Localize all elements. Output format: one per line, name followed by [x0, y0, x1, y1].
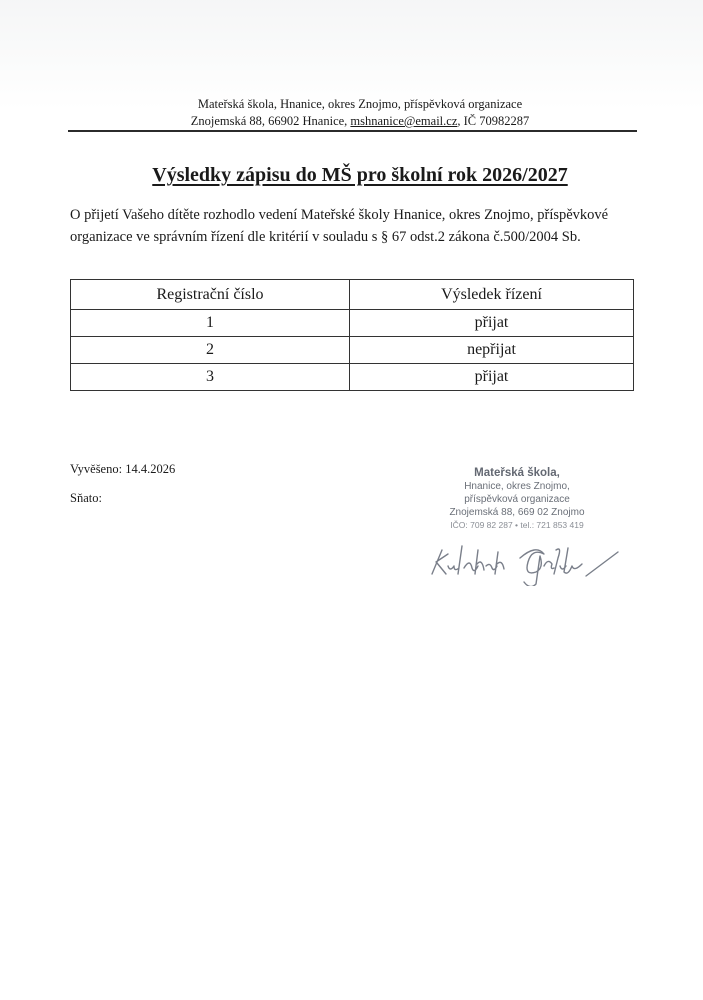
- cell-result: přijat: [350, 364, 634, 391]
- cell-result: nepřijat: [350, 337, 634, 364]
- official-stamp: [424, 467, 610, 532]
- letterhead: [60, 96, 660, 130]
- letterhead-ico: , IČ 70982287: [457, 114, 530, 128]
- table-row: [71, 310, 634, 337]
- posted-date: Vyvěšeno: 14.4.2026: [70, 462, 176, 476]
- column-header-result: Výsledek řízení: [350, 280, 634, 310]
- letterhead-org-name: Mateřská škola, Hnanice, okres Znojmo, příspěvková organizace: [197, 97, 523, 111]
- column-header-registration-number: Registrační číslo: [71, 280, 350, 310]
- cell-registration-number: 3: [71, 364, 350, 391]
- cell-result: přijat: [350, 310, 634, 337]
- letterhead-divider: [68, 130, 637, 132]
- removed-date: Sňato:: [70, 491, 102, 505]
- scan-bleed-through: [0, 0, 703, 110]
- table-row: [71, 337, 634, 364]
- letterhead-address: Znojemská 88, 66902 Hnanice,: [190, 114, 348, 128]
- stamp-line: Hnanice, okres Znojmo,: [464, 481, 570, 492]
- cell-registration-number: 2: [71, 337, 350, 364]
- handwritten-signature: [428, 536, 628, 586]
- stamp-line: příspěvková organizace: [464, 494, 570, 505]
- table-header-row: [71, 280, 634, 310]
- cell-registration-number: 1: [71, 310, 350, 337]
- stamp-line: IČO: 709 82 287 • tel.: 721 853 419: [450, 520, 584, 530]
- letterhead-contact: [60, 113, 660, 130]
- stamp-line: Mateřská škola,: [474, 467, 560, 479]
- letterhead-email-link[interactable]: mshnanice@email.cz: [350, 114, 458, 128]
- stamp-line: Znojemská 88, 669 02 Znojmo: [449, 507, 585, 518]
- results-table: [70, 279, 634, 391]
- intro-paragraph: O přijetí Vašeho dítěte rozhodlo vedení Mateřské školy Hnanice, okres Znojmo, příspěvkové organizace ve správním řízení dle kritérií v souladu s § 67 odst.2 zákona č.500/2004 Sb.: [70, 207, 609, 245]
- page-title: Výsledky zápisu do MŠ pro školní rok 2026/2027: [152, 164, 568, 186]
- table-row: [71, 364, 634, 391]
